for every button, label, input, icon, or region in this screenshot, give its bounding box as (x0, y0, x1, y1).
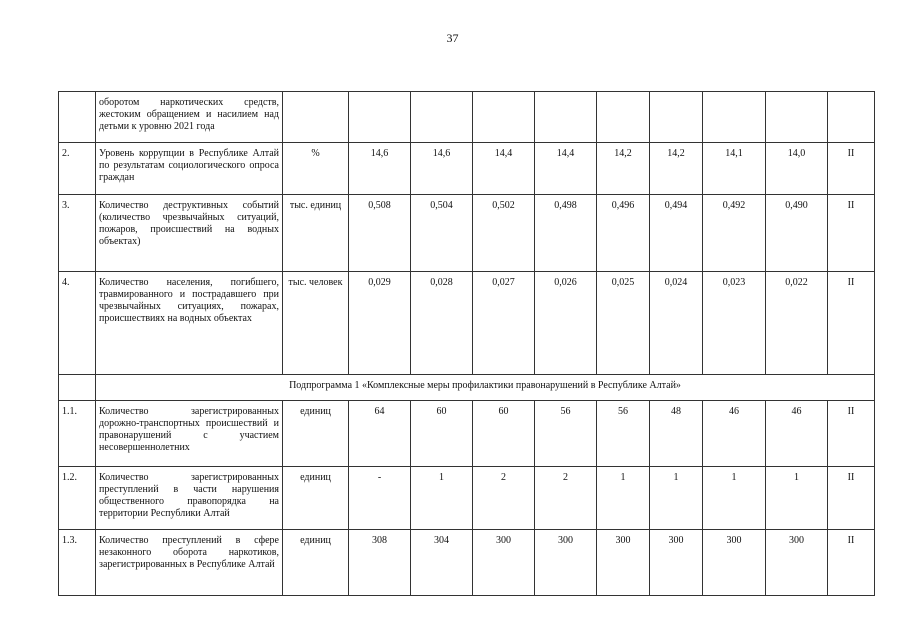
indicator-name: Количество деструктивных событий (количество чрезвычайных ситуаций, пожаров, происшествий на водных объектах) (96, 195, 283, 272)
indicator-name: Уровень коррупции в Республике Алтай по результатам социологического опроса граждан (96, 143, 283, 195)
row-number: 1.3. (59, 530, 96, 596)
unit-cell: единиц (283, 401, 349, 467)
value-cell: 14,6 (349, 143, 411, 195)
row-number (59, 92, 96, 143)
value-cell: 14,2 (650, 143, 703, 195)
value-cell (411, 92, 473, 143)
value-cell: 0,022 (766, 272, 828, 375)
value-cell: 300 (473, 530, 535, 596)
value-cell: - (349, 467, 411, 530)
value-cell: 14,1 (703, 143, 766, 195)
value-cell: 56 (597, 401, 650, 467)
indicators-table (58, 91, 875, 596)
value-cell: 1 (766, 467, 828, 530)
table-row (59, 92, 875, 143)
source-cell (828, 92, 875, 143)
value-cell: 0,494 (650, 195, 703, 272)
unit-cell: тыс. единиц (283, 195, 349, 272)
source-cell: II (828, 467, 875, 530)
value-cell: 300 (766, 530, 828, 596)
unit-cell: единиц (283, 530, 349, 596)
table-row (59, 467, 875, 530)
source-cell: II (828, 143, 875, 195)
table-row (59, 401, 875, 467)
value-cell: 0,025 (597, 272, 650, 375)
unit-cell: % (283, 143, 349, 195)
unit-cell: единиц (283, 467, 349, 530)
unit-cell (283, 92, 349, 143)
value-cell (597, 92, 650, 143)
value-cell: 0,492 (703, 195, 766, 272)
page-number: 37 (446, 31, 459, 45)
indicator-name: Количество преступлений в сфере незаконного оборота наркотиков, зарегистрированных в Республике Алтай (96, 530, 283, 596)
table-row (59, 195, 875, 272)
value-cell: 1 (597, 467, 650, 530)
source-cell: II (828, 195, 875, 272)
table-row (59, 143, 875, 195)
indicator-name: оборотом наркотических средств, жестоким обращением и насилием над детьми к уровню 2021 года (96, 92, 283, 143)
value-cell: 46 (703, 401, 766, 467)
table-row (59, 272, 875, 375)
value-cell: 300 (650, 530, 703, 596)
value-cell: 0,029 (349, 272, 411, 375)
value-cell: 1 (411, 467, 473, 530)
value-cell: 0,502 (473, 195, 535, 272)
value-cell: 2 (473, 467, 535, 530)
value-cell: 0,508 (349, 195, 411, 272)
value-cell: 0,498 (535, 195, 597, 272)
value-cell: 0,024 (650, 272, 703, 375)
value-cell: 14,0 (766, 143, 828, 195)
value-cell (535, 92, 597, 143)
value-cell (349, 92, 411, 143)
source-cell: II (828, 272, 875, 375)
value-cell (766, 92, 828, 143)
indicator-name: Количество населения, погибшего, травмированного и пострадавшего при чрезвычайных ситуациях, пожарах, происшествиях на водных объектах (96, 272, 283, 375)
value-cell: 300 (535, 530, 597, 596)
source-cell: II (828, 401, 875, 467)
value-cell: 0,026 (535, 272, 597, 375)
value-cell: 308 (349, 530, 411, 596)
value-cell (650, 92, 703, 143)
value-cell: 46 (766, 401, 828, 467)
indicator-name: Количество зарегистрированных дорожно-транспортных происшествий и правонарушений с участием несовершеннолетних (96, 401, 283, 467)
value-cell: 60 (473, 401, 535, 467)
value-cell: 304 (411, 530, 473, 596)
row-number: 1.2. (59, 467, 96, 530)
subprogram-title: Подпрограмма 1 «Комплексные меры профилактики правонарушений в Республике Алтай» (96, 375, 875, 401)
value-cell: 300 (703, 530, 766, 596)
value-cell: 0,504 (411, 195, 473, 272)
value-cell: 1 (650, 467, 703, 530)
row-number: 2. (59, 143, 96, 195)
value-cell: 48 (650, 401, 703, 467)
value-cell: 0,023 (703, 272, 766, 375)
value-cell: 0,496 (597, 195, 650, 272)
value-cell: 14,4 (473, 143, 535, 195)
value-cell: 1 (703, 467, 766, 530)
value-cell: 64 (349, 401, 411, 467)
value-cell: 14,6 (411, 143, 473, 195)
value-cell: 14,4 (535, 143, 597, 195)
value-cell (703, 92, 766, 143)
indicator-name: Количество зарегистрированных преступлений в части нарушения общественного правопорядка на территории Республики Алтай (96, 467, 283, 530)
empty-cell (59, 375, 96, 401)
value-cell: 0,028 (411, 272, 473, 375)
value-cell: 300 (597, 530, 650, 596)
table-row (59, 530, 875, 596)
value-cell: 60 (411, 401, 473, 467)
value-cell: 2 (535, 467, 597, 530)
row-number: 1.1. (59, 401, 96, 467)
value-cell: 56 (535, 401, 597, 467)
source-cell: II (828, 530, 875, 596)
row-number: 3. (59, 195, 96, 272)
value-cell (473, 92, 535, 143)
value-cell: 0,027 (473, 272, 535, 375)
unit-cell: тыс. человек (283, 272, 349, 375)
subprogram-row (59, 375, 875, 401)
value-cell: 0,490 (766, 195, 828, 272)
row-number: 4. (59, 272, 96, 375)
value-cell: 14,2 (597, 143, 650, 195)
